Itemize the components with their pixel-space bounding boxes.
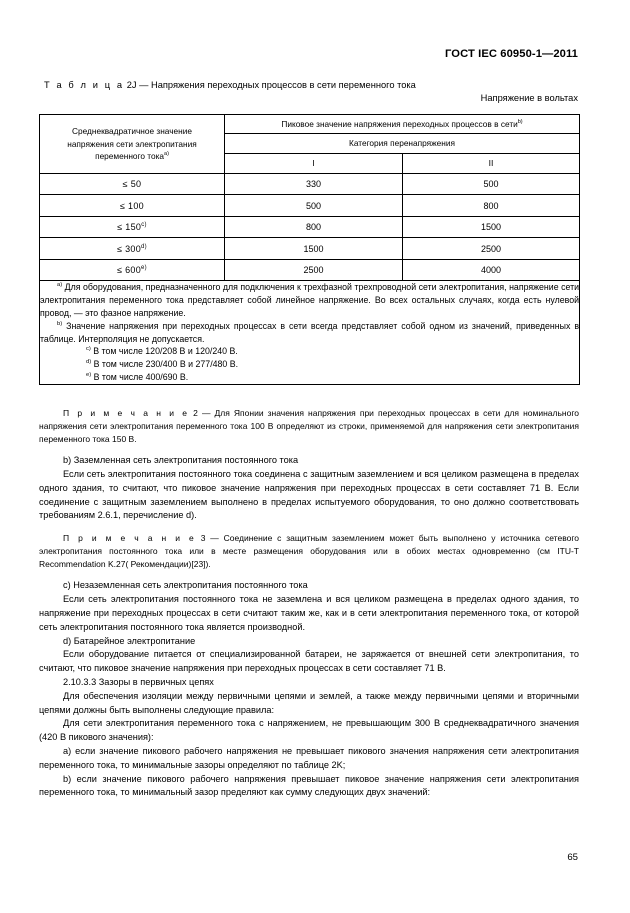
table-cell-category-i: 500 — [225, 195, 403, 217]
table-footnote-e-marker: e) — [86, 372, 92, 379]
table-footnote-e — [40, 371, 579, 384]
page-number: 65 — [567, 852, 578, 863]
table-cell-category-ii: 2500 — [403, 238, 580, 260]
item-c-paragraph: Если сеть электропитания постоянного тока не заземлена и вся целиком размещена в пределах одного здания, то напряжение при переходных процессах в сети считают таким же, как и в сети электропитания переменного тока, от которой сеть электропитания постоянного тока является производной. — [39, 594, 579, 632]
clause-list-item-a: a) если значение пикового рабочего напряжения не превышает пикового значения напряжения сети электропитания переменного тока, то минимальные зазоры определяют по таблице 2K; — [39, 746, 579, 770]
body-content — [39, 407, 579, 800]
table-row — [40, 195, 580, 217]
table-cell-category-ii: 500 — [403, 173, 580, 195]
table-footnote-c-marker: c) — [86, 346, 91, 353]
table-footnote-b-marker: b) — [57, 320, 63, 327]
note-3-label: П р и м е ч а н и е — [63, 533, 196, 544]
table-footnote-c-text: В том числе 120/208 В и 120/240 В. — [93, 346, 238, 357]
note-3-text: Соединение с защитным заземлением может быть выполнено у источника сетевого электропитания постоянного тока или в месте размещения оборудования или в обоих местах одновременно (см ITU-T Recommendation K.27( Рекомендации)[23]). — [39, 533, 579, 569]
table-row-label-text: ≤ 150 — [117, 222, 142, 233]
table-footnote-e-text: В том числе 400/690 В. — [93, 372, 189, 383]
table-footnote-d-marker: d) — [86, 359, 92, 366]
item-b-heading: b) Заземленная сеть электропитания постоянного тока — [63, 455, 299, 466]
table-caption — [44, 80, 416, 90]
table-cell-category-i: 330 — [225, 173, 403, 195]
table-footnotes-row — [40, 281, 580, 385]
note-2-text: Для Японии значения напряжения при переходных процессах в сети для номинального напряжения сети электропитания переменного тока 100 В определяют из строки, применяемой для напряжения сети электропитания переменного тока 150 В. — [39, 408, 579, 444]
table-row-footnote-marker: d) — [141, 243, 147, 250]
table-header-spanner-footnote-marker: b) — [517, 119, 523, 126]
table-header-stub-footnote-marker: a) — [164, 151, 169, 158]
table-header-category-ii: II — [403, 153, 580, 173]
table-row-label — [40, 173, 225, 195]
table-row — [40, 173, 580, 195]
note-2 — [39, 407, 579, 445]
item-d-paragraph: Если оборудование питается от специализированной батареи, не заряжается от внешней сети электропитания, то считают, что пиковое значение напряжения при переходных процессах в сети составляет 71 В. — [39, 649, 579, 674]
table-row-label-text: ≤ 100 — [120, 200, 144, 211]
table-header-stub-text: Среднеквадратичное значение напряжения сети электропитания переменного тока — [67, 126, 197, 162]
clause-paragraph-2: Для сети электропитания переменного тока с напряжением, не превышающим 300 В среднеквадратичного значения (420 В пикового значения): — [39, 718, 579, 743]
table-footnote-c — [40, 345, 579, 358]
table-cell-category-ii: 800 — [403, 195, 580, 217]
table-footnote-b — [40, 320, 579, 346]
note-3-number: 3 — [200, 533, 206, 544]
table-row-label — [40, 259, 225, 281]
clause-heading-2-10-3-3: 2.10.3.3 Зазоры в первичных цепях — [63, 677, 214, 688]
table-footnote-a-text: Для оборудования, предназначенного для подключения к трехфазной трехпроводной сети электропитания, напряжение сети электропитания переменного тока представляет собой линейное напряжение. Во всех остальных случаях, когда есть нулевой провод, — это фазное напряжение. — [40, 282, 580, 318]
table-units-note: Напряжение в вольтах — [480, 93, 578, 103]
table-caption-label: Т а б л и ц а — [44, 80, 125, 90]
table-row-label — [40, 216, 225, 238]
table-header-row-1 — [40, 115, 580, 134]
item-c-heading: c) Незаземленная сеть электропитания постоянного тока — [63, 580, 308, 591]
table-header-stub — [40, 115, 225, 174]
note-2-number: 2 — [193, 408, 198, 418]
clause-paragraph-1: Для обеспечения изоляции между первичными цепями и землей, а также между первичными цепями и вторичными цепями должны быть выполнены следующие правила: — [39, 690, 579, 715]
table-row-footnote-marker: c) — [141, 222, 147, 229]
table-cell-category-i: 1500 — [225, 238, 403, 260]
table-footnote-a-marker: a) — [57, 282, 63, 289]
table-cell-category-ii: 1500 — [403, 216, 580, 238]
note-3-dash: — — [210, 533, 219, 544]
note-2-label: П р и м е ч а н и е — [63, 408, 190, 418]
table-header-category-i: I — [225, 153, 403, 173]
table-footnotes — [40, 281, 580, 385]
document-header-standard-title: ГОСТ IEC 60950-1—2011 — [444, 48, 578, 60]
table-cell-category-i: 2500 — [225, 259, 403, 281]
table-header-spanner-text: Пиковое значение напряжения переходных процессов в сети — [281, 119, 518, 129]
table-footnote-a — [40, 281, 579, 319]
item-b-paragraph: Если сеть электропитания постоянного тока соединена с защитным заземлением и вся целиком размещена в пределах одного здания, то считают, что пиковое значение напряжения при переходных процессах в сети составляет 71 В. Если соединение с защитным заземлением выполнено в пределах испытуемого оборудования, то оно должно соответствовать требованиям 2.6.1, перечисление d). — [39, 469, 579, 521]
note-2-dash: — — [201, 408, 211, 418]
table-row — [40, 259, 580, 281]
table-cell-category-ii: 4000 — [403, 259, 580, 281]
table-header-subspanner: Категория перенапряжения — [225, 134, 580, 153]
table-caption-text: Напряжения переходных процессов в сети переменного тока — [151, 80, 416, 90]
table-row-label — [40, 238, 225, 260]
table-row — [40, 216, 580, 238]
table-cell-category-i: 800 — [225, 216, 403, 238]
table-header-spanner — [225, 115, 580, 134]
clause-list-item-b: b) если значение пикового рабочего напряжения превышает пиковое значение напряжения сети электропитания переменного тока, то минимальный зазор пределяют как сумму следующих двух значений: — [39, 773, 579, 798]
transient-voltage-table — [39, 114, 580, 385]
table-caption-dash: — — [139, 80, 149, 90]
table-row — [40, 238, 580, 260]
table-row-footnote-marker: e) — [141, 265, 147, 272]
table-footnote-b-text: Значение напряжения при переходных процессах в сети всегда представляет собой одном из значений, приведенных в таблице. Интерполяция не допускается. — [40, 320, 580, 344]
table-row-label-text: ≤ 300 — [117, 243, 142, 254]
table-row-label-text: ≤ 600 — [117, 265, 142, 276]
table-row-label — [40, 195, 225, 217]
table-footnote-d-text: В том числе 230/400 В и 277/480 В. — [93, 359, 239, 370]
table-caption-number: 2J — [126, 80, 137, 90]
note-3 — [39, 532, 579, 570]
item-d-heading: d) Батарейное электропитание — [63, 635, 196, 646]
table-row-label-text: ≤ 50 — [122, 179, 142, 190]
table-footnote-d — [40, 358, 579, 371]
